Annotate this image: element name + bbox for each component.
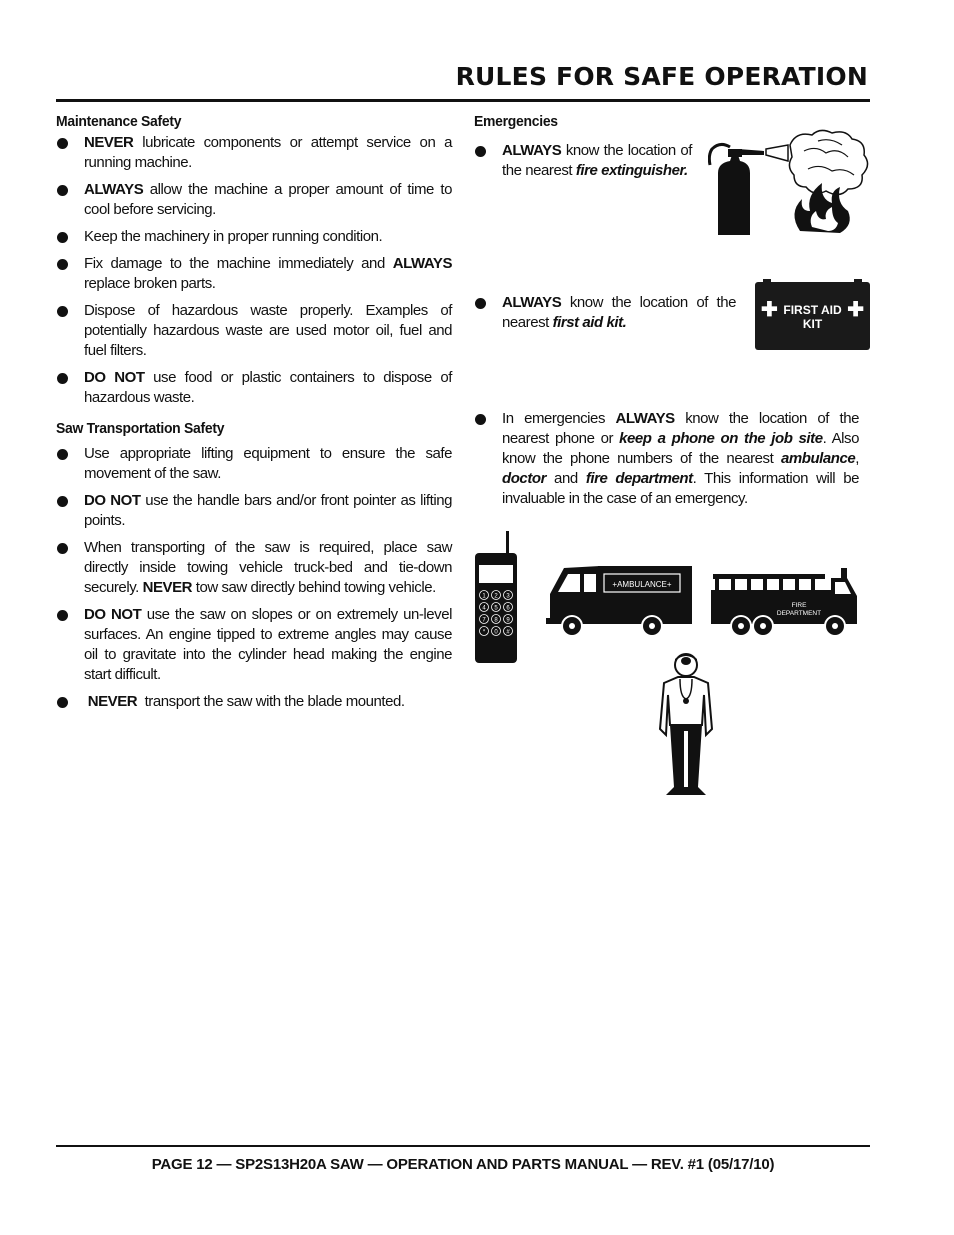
right-column bbox=[474, 113, 870, 813]
item-text: . This information will be invaluable in the case of an emergency. bbox=[502, 470, 859, 507]
emphasis-italic: ambulance bbox=[780, 450, 856, 467]
item-text: know the location of the nearest bbox=[502, 142, 692, 179]
fire-truck-icon bbox=[711, 560, 861, 640]
item-text: replace broken parts. bbox=[84, 275, 216, 292]
page-footer: PAGE 12 — SP2S13H20A SAW — OPERATION AND PARTS MANUAL — REV. #1 (05/17/10) bbox=[151, 1156, 775, 1173]
item-text: lubricate components or attempt service on a running machine. bbox=[84, 134, 452, 171]
item-text: and bbox=[545, 470, 586, 487]
list-item bbox=[56, 538, 452, 598]
fire-extinguisher-icon bbox=[708, 127, 872, 237]
ambulance-label: +AMBULANCE+ bbox=[612, 580, 672, 589]
plus-icon: ✚ bbox=[847, 299, 864, 321]
item-text: tow saw directly behind towing vehicle. bbox=[192, 579, 436, 596]
emphasis: DO NOT bbox=[84, 606, 142, 623]
emphasis-italic: fire extinguisher. bbox=[575, 162, 688, 179]
item-text: use food or plastic containers to dispose of hazardous waste. bbox=[84, 369, 452, 406]
item-text: use the handle bars and/or front pointer as lifting points. bbox=[84, 492, 452, 529]
list-item bbox=[56, 180, 452, 220]
list-item bbox=[56, 605, 452, 685]
item-text: When transporting of the saw is required, place saw directly inside towing vehicle truck-bed and tie-down securely. bbox=[84, 539, 452, 596]
list-item bbox=[56, 444, 452, 484]
keypad-key-label: # bbox=[506, 629, 510, 636]
doctor-icon bbox=[658, 651, 714, 797]
list-item bbox=[56, 692, 452, 712]
first-aid-kit-icon bbox=[755, 282, 870, 350]
kit-label-line: KIT bbox=[802, 317, 823, 331]
kit-label-line: FIRST AID bbox=[783, 303, 842, 317]
transport-heading: Saw Transportation Safety bbox=[56, 420, 225, 437]
item-text: Use appropriate lifting equipment to ensure the safe movement of the saw. bbox=[84, 445, 452, 482]
item-text: , bbox=[855, 450, 859, 467]
item-text: In emergencies bbox=[502, 410, 616, 427]
keypad-key-label: * bbox=[482, 629, 486, 636]
emphasis: NEVER bbox=[142, 579, 193, 596]
footer-rule bbox=[56, 1145, 870, 1147]
extinguisher-item bbox=[474, 141, 692, 181]
item-text: transport the saw with the blade mounted. bbox=[137, 693, 405, 710]
emphasis: DO NOT bbox=[84, 492, 141, 509]
department-label: DEPARTMENT bbox=[776, 610, 822, 617]
item-text: Fix damage to the machine immediately and bbox=[84, 255, 393, 272]
emphasis: ALWAYS bbox=[392, 255, 452, 272]
item-text: . Also know the phone numbers of the nearest bbox=[502, 430, 859, 467]
emphasis-italic: doctor bbox=[502, 470, 546, 487]
mobile-phone-icon bbox=[474, 531, 520, 665]
page-title: RULES FOR SAFE OPERATION bbox=[455, 62, 868, 91]
kit-label bbox=[769, 303, 856, 331]
keypad-key-label: 5 bbox=[494, 605, 498, 612]
phones-item bbox=[474, 409, 859, 509]
emphasis: ALWAYS bbox=[84, 181, 144, 198]
item-text: know the location of the nearest bbox=[502, 294, 736, 331]
emphasis: ALWAYS bbox=[502, 294, 562, 311]
keypad-key-label: 6 bbox=[506, 605, 510, 612]
emphasis: ALWAYS bbox=[615, 410, 675, 427]
maintenance-heading: Maintenance Safety bbox=[56, 113, 182, 130]
list-item bbox=[56, 133, 452, 173]
keypad-key-label: 4 bbox=[482, 605, 486, 612]
emergencies-heading: Emergencies bbox=[474, 113, 558, 130]
fire-label: FIRE bbox=[791, 602, 807, 609]
keypad-key-label: 7 bbox=[482, 617, 486, 624]
keypad-key-label: 3 bbox=[506, 593, 510, 600]
item-text: use the saw on slopes or on extremely un-level surfaces. An engine tipped to extreme angles may cause oil to gravitate into the cylinder head making the engine start difficult. bbox=[84, 606, 452, 683]
emphasis: DO NOT bbox=[84, 369, 145, 386]
emphasis: ALWAYS bbox=[502, 142, 562, 159]
transport-list bbox=[56, 444, 452, 712]
keypad-key-label: 0 bbox=[494, 629, 498, 636]
maintenance-list bbox=[56, 133, 452, 408]
ambulance-icon bbox=[546, 560, 694, 640]
keypad-key-label: 2 bbox=[494, 593, 498, 600]
emphasis-italic: first aid kit. bbox=[552, 314, 627, 331]
emphasis: NEVER bbox=[84, 693, 138, 710]
list-item bbox=[56, 491, 452, 531]
item-text: Dispose of hazardous waste properly. Examples of potentially hazardous waste are used motor oil, fuel and fuel filters. bbox=[84, 302, 452, 359]
keypad-key-label: 8 bbox=[494, 617, 498, 624]
list-item bbox=[56, 301, 452, 361]
item-text: Keep the machinery in proper running condition. bbox=[84, 228, 383, 245]
keypad-key-label: 9 bbox=[506, 617, 510, 624]
list-item bbox=[56, 227, 452, 247]
emphasis-italic: fire department bbox=[585, 470, 693, 487]
keypad-key-label: 1 bbox=[482, 593, 486, 600]
title-rule bbox=[56, 99, 870, 102]
plus-icon: ✚ bbox=[761, 299, 778, 321]
left-column bbox=[56, 113, 452, 719]
item-text: allow the machine a proper amount of time to cool before servicing. bbox=[84, 181, 452, 218]
emphasis: NEVER bbox=[84, 134, 134, 151]
list-item bbox=[56, 254, 452, 294]
first-aid-item bbox=[474, 293, 736, 333]
item-text: know the location of the nearest phone or bbox=[502, 410, 859, 447]
emphasis-italic: keep a phone on the job site bbox=[619, 430, 823, 447]
list-item bbox=[56, 368, 452, 408]
